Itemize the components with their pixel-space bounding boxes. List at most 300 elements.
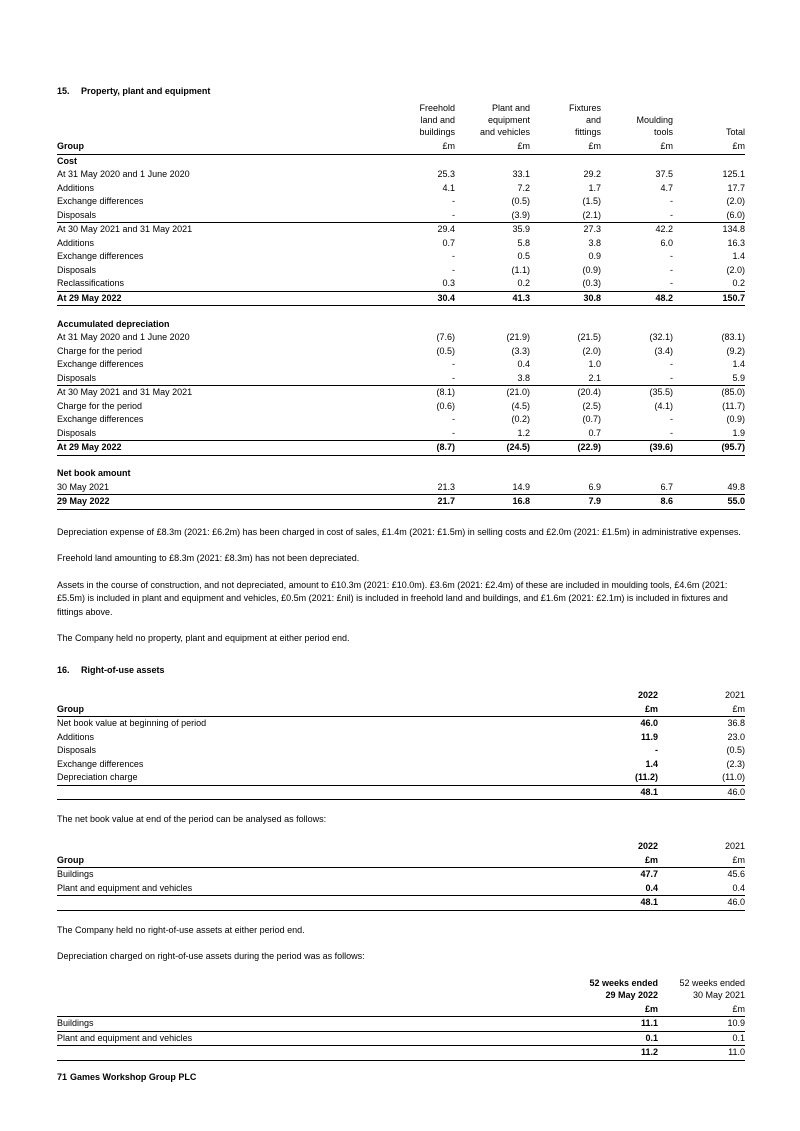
table-row <box>57 495 745 510</box>
row-label: Additions <box>57 237 95 248</box>
cell-value: - <box>452 196 455 206</box>
table-row <box>57 358 745 372</box>
cell-value: 0.3 <box>442 278 455 288</box>
row-label: 30 May 2021 <box>57 481 110 492</box>
spacer-cell <box>57 306 745 318</box>
para-company-ppe: The Company held no property, plant and equipment at either period end. <box>57 633 350 643</box>
cell-value: 29.2 <box>583 169 601 179</box>
table-row <box>57 195 745 209</box>
page-number: 71 <box>57 1072 68 1082</box>
cell-value: 0.4 <box>517 359 530 369</box>
cell-value: 1.7 <box>588 182 601 193</box>
row-label: Group <box>57 854 571 868</box>
column-header <box>571 977 658 1003</box>
column-header-line: Fixtures <box>568 103 601 113</box>
cell-value: 4.7 <box>660 182 673 193</box>
cell-value: - <box>655 745 658 755</box>
cell-value <box>601 318 673 332</box>
para-depreciation-intro: Depreciation charged on right-of-use assets during the period was as follows: <box>57 951 365 961</box>
cell-value: 30.8 <box>530 291 601 306</box>
cell-value: (1.1) <box>511 264 530 275</box>
cell-value <box>455 318 530 332</box>
unit-cell: £m <box>571 854 658 868</box>
cell-value: (85.0) <box>673 386 745 400</box>
row-label: At 31 May 2020 and 1 June 2020 <box>57 332 190 342</box>
cell-value: - <box>670 427 673 438</box>
table-row <box>57 882 745 896</box>
cell-value: 0.4 <box>571 882 658 896</box>
note16-title: Right-of-use assets <box>81 664 165 675</box>
cell-value: (7.6) <box>436 332 455 342</box>
table-row <box>57 318 745 332</box>
column-header-row <box>57 689 745 703</box>
cell-value: (32.1) <box>649 332 673 342</box>
table-row <box>57 868 745 882</box>
cell-value: 17.7 <box>727 182 745 193</box>
row-label: At 31 May 2020 and 1 June 2020 <box>57 169 190 179</box>
row-label: Accumulated depreciation <box>57 318 170 329</box>
table-row <box>57 1017 745 1032</box>
table-row <box>57 182 745 196</box>
table-row <box>57 413 745 427</box>
cell-value: 11.0 <box>658 1046 745 1061</box>
cell-value: 48.1 <box>571 896 658 911</box>
cell-value: 4.1 <box>442 182 455 193</box>
unit-cell: £m <box>601 140 673 154</box>
row-label: At 30 May 2021 and 31 May 2021 <box>57 223 380 237</box>
cell-value: (0.5) <box>511 196 530 206</box>
cell-value: (95.7) <box>673 441 745 456</box>
cell-value: 11.1 <box>571 1017 658 1032</box>
row-label: Buildings <box>57 1017 571 1032</box>
cell-value: - <box>452 209 455 220</box>
cell-value: - <box>452 427 455 438</box>
table-row <box>57 467 745 481</box>
column-header-line: 2022 <box>637 840 658 851</box>
unit-cell: £m <box>380 140 455 154</box>
cell-value: (21.9) <box>506 332 530 342</box>
cell-value: 46.0 <box>658 896 745 911</box>
cell-value: 21.7 <box>380 495 455 510</box>
cell-value: 25.3 <box>437 169 455 179</box>
row-label <box>57 896 571 911</box>
row-label: Exchange differences <box>57 359 144 369</box>
unit-cell: £m <box>530 140 601 154</box>
table-row <box>57 331 745 345</box>
row-label: Disposals <box>57 264 97 275</box>
table-row <box>57 291 745 306</box>
cell-value: 48.1 <box>571 785 658 800</box>
column-header-line: 52 weeks ended <box>589 977 658 988</box>
cell-value <box>380 467 455 481</box>
column-header-row <box>57 840 745 854</box>
unit-cell: £m <box>571 703 658 717</box>
cell-value: 0.7 <box>442 237 455 248</box>
cell-value: 36.8 <box>727 718 745 728</box>
row-label: Disposals <box>57 427 97 438</box>
cell-value: - <box>670 359 673 369</box>
cell-value: 125.1 <box>722 169 745 179</box>
table-row <box>57 250 745 264</box>
cell-value <box>530 467 601 481</box>
cell-value: 42.2 <box>601 223 673 237</box>
cell-value: 27.3 <box>530 223 601 237</box>
column-header-line: Plant and <box>491 103 530 113</box>
cell-value <box>673 318 745 332</box>
cell-value: (2.0) <box>582 345 601 356</box>
column-header <box>658 689 745 703</box>
cell-value: (0.9) <box>726 414 745 424</box>
row-label: Buildings <box>57 869 94 879</box>
rou-net-book-value-table <box>57 689 745 801</box>
table-row <box>57 771 745 785</box>
cell-value: 0.1 <box>571 1031 658 1046</box>
column-header-line: and <box>585 115 601 125</box>
table-row <box>57 386 745 400</box>
table-row <box>57 168 745 182</box>
note16-heading <box>57 664 745 677</box>
table-row <box>57 1046 745 1061</box>
cell-value: 7.2 <box>517 182 530 193</box>
cell-value: 35.9 <box>455 223 530 237</box>
cell-value: 0.2 <box>732 278 745 288</box>
row-label: Depreciation charge <box>57 771 571 785</box>
cell-value: (4.1) <box>654 400 673 411</box>
row-label: Exchange differences <box>57 196 144 206</box>
cell-value: 0.2 <box>517 278 530 288</box>
unit-cell: £m <box>658 854 745 868</box>
table-row <box>57 441 745 456</box>
ppe-table-grid <box>57 102 745 510</box>
page-content <box>57 85 745 1061</box>
cell-value: 7.9 <box>530 495 601 510</box>
cell-value: 1.4 <box>732 251 745 261</box>
cell-value: - <box>452 414 455 424</box>
table-row <box>57 264 745 278</box>
cell-value: (4.5) <box>511 400 530 411</box>
para-assets-construction: Assets in the course of construction, and not depreciated, amount to £10.3m (2021: £10.0m). £3.6m (2021: £2.4m) of these are included in moulding tools, £4.6m (2021: £5.5m) is included in plant and equipment and vehicles, £0.5m (2021: £nil) is included in freehold land and buildings, and £1.6m (2021: £2.1m) is included in fixtures and fittings above. <box>57 579 728 617</box>
cell-value: 1.9 <box>732 427 745 438</box>
row-label: Disposals <box>57 209 97 220</box>
row-label <box>57 1003 571 1017</box>
cell-value: 33.1 <box>512 169 530 179</box>
rou-depreciation-table-grid <box>57 977 745 1061</box>
cell-value: - <box>670 251 673 261</box>
cell-value: (39.6) <box>601 441 673 456</box>
cell-value: (2.3) <box>726 758 745 769</box>
column-header <box>601 102 673 140</box>
table-row <box>57 1031 745 1046</box>
cell-value: 46.0 <box>640 718 658 728</box>
note15-number: 15. <box>57 86 70 96</box>
cell-value: - <box>452 264 455 275</box>
cell-value <box>673 154 745 168</box>
cell-value: 0.4 <box>658 882 745 896</box>
table-row <box>57 717 745 731</box>
table-row <box>57 731 745 745</box>
cell-value: (20.4) <box>530 386 601 400</box>
column-header-spacer <box>57 840 571 854</box>
row-label: Additions <box>57 731 95 742</box>
row-label <box>57 1046 571 1061</box>
cell-value: 5.9 <box>732 372 745 383</box>
cell-value: (0.6) <box>436 400 455 411</box>
cell-value: 21.3 <box>437 481 455 492</box>
cell-value: 55.0 <box>673 495 745 510</box>
note15-title: Property, plant and equipment <box>81 86 211 96</box>
cell-value: 3.8 <box>588 237 601 248</box>
unit-header-row <box>57 1003 745 1017</box>
cell-value <box>455 467 530 481</box>
cell-value: (2.1) <box>582 209 601 220</box>
cell-value: (21.5) <box>577 332 601 342</box>
ppe-table <box>57 102 745 510</box>
cell-value: 1.2 <box>517 427 530 438</box>
column-header-row <box>57 102 745 140</box>
cell-value: - <box>670 372 673 383</box>
spacer-row <box>57 306 745 318</box>
cell-value: 150.7 <box>673 291 745 306</box>
column-header-line: and vehicles <box>479 127 530 137</box>
page-footer <box>57 1071 199 1084</box>
table-row <box>57 896 745 911</box>
column-header-line: tools <box>653 127 673 137</box>
note16-number: 16. <box>57 664 70 675</box>
cell-value: 29.4 <box>380 223 455 237</box>
column-header <box>380 102 455 140</box>
para-freehold-land: Freehold land amounting to £8.3m (2021: £8.3m) has not been depreciated. <box>57 553 360 563</box>
cell-value: 47.7 <box>640 869 658 879</box>
unit-header-row <box>57 854 745 868</box>
table-row <box>57 209 745 223</box>
cell-value: - <box>452 251 455 261</box>
cell-value: 11.9 <box>640 731 658 742</box>
cell-value: 0.5 <box>517 251 530 261</box>
unit-cell: £m <box>673 140 745 154</box>
table-row <box>57 400 745 414</box>
column-header-spacer <box>57 689 571 703</box>
column-header <box>455 102 530 140</box>
row-label: Cost <box>57 155 77 166</box>
cell-value: 30.4 <box>380 291 455 306</box>
cell-value: 10.9 <box>658 1017 745 1032</box>
row-label: Group <box>57 703 571 717</box>
table-row <box>57 372 745 386</box>
cell-value: 2.1 <box>588 372 601 383</box>
cell-value: 41.3 <box>455 291 530 306</box>
cell-value: 45.6 <box>727 869 745 879</box>
para-company-rou: The Company held no right-of-use assets at either period end. <box>57 924 305 935</box>
column-header-line: 2021 <box>724 689 745 700</box>
cell-value: (35.5) <box>601 386 673 400</box>
cell-value: (9.2) <box>726 345 745 356</box>
cell-value <box>380 318 455 332</box>
table-row <box>57 223 745 237</box>
rou-net-book-value-table-grid <box>57 689 745 801</box>
cell-value: 6.9 <box>588 481 601 492</box>
cell-value: (2.0) <box>726 196 745 206</box>
row-label: At 30 May 2021 and 31 May 2021 <box>57 386 380 400</box>
cell-value: - <box>452 359 455 369</box>
cell-value <box>530 318 601 332</box>
table-row <box>57 237 745 251</box>
row-label: Charge for the period <box>57 345 143 356</box>
unit-cell: £m <box>455 140 530 154</box>
cell-value: 3.8 <box>517 372 530 383</box>
table-row <box>57 277 745 291</box>
unit-cell: £m <box>658 1003 745 1017</box>
rou-depreciation-table <box>57 977 745 1061</box>
cell-value: - <box>670 196 673 206</box>
column-header-line: 30 May 2021 <box>692 989 745 1000</box>
column-header <box>530 102 601 140</box>
cell-value: 0.1 <box>658 1031 745 1046</box>
spacer-cell <box>57 455 745 467</box>
para-nbv-analysis: The net book value at end of the period can be analysed as follows: <box>57 814 327 824</box>
cell-value: 6.7 <box>660 481 673 492</box>
note15-heading <box>57 85 745 98</box>
row-label: Plant and equipment and vehicles <box>57 1031 571 1046</box>
table-row <box>57 481 745 495</box>
column-header <box>673 102 745 140</box>
row-label: At 29 May 2022 <box>57 441 380 456</box>
row-label: At 29 May 2022 <box>57 291 380 306</box>
row-label: Reclassifications <box>57 278 125 288</box>
unit-cell: £m <box>571 1003 658 1017</box>
cell-value <box>455 154 530 168</box>
table-row <box>57 154 745 168</box>
column-header-line: 29 May 2022 <box>605 989 658 1000</box>
row-label: Charge for the period <box>57 400 143 411</box>
column-header-line: fittings <box>574 127 601 137</box>
cell-value: 5.8 <box>517 237 530 248</box>
rou-analysis-table-grid <box>57 840 745 911</box>
table-row <box>57 744 745 758</box>
cell-value: (3.9) <box>511 209 530 220</box>
cell-value: 1.4 <box>645 758 658 769</box>
column-header-line: land and <box>420 115 455 125</box>
cell-value <box>530 154 601 168</box>
cell-value: (0.5) <box>436 345 455 356</box>
cell-value: 46.0 <box>658 785 745 800</box>
cell-value: (8.1) <box>380 386 455 400</box>
column-header-row <box>57 977 745 1003</box>
row-label <box>57 785 571 800</box>
cell-value: 49.8 <box>727 481 745 492</box>
column-header-line: Moulding <box>636 115 673 125</box>
cell-value: (11.0) <box>658 771 745 785</box>
cell-value: - <box>670 264 673 275</box>
cell-value: (0.5) <box>726 745 745 755</box>
row-label: Plant and equipment and vehicles <box>57 882 571 896</box>
row-label: Net book amount <box>57 468 131 478</box>
cell-value: 0.7 <box>588 427 601 438</box>
column-header-line: 2021 <box>724 840 745 851</box>
cell-value: 134.8 <box>673 223 745 237</box>
cell-value: (2.0) <box>726 264 745 275</box>
row-label: Net book value at beginning of period <box>57 718 207 728</box>
cell-value: 0.9 <box>588 251 601 261</box>
table-row <box>57 758 745 772</box>
cell-value: (83.1) <box>721 332 745 342</box>
rou-analysis-table <box>57 840 745 911</box>
cell-value: - <box>452 372 455 383</box>
cell-value: (21.0) <box>455 386 530 400</box>
cell-value: - <box>670 209 673 220</box>
cell-value: (0.9) <box>582 264 601 275</box>
table-row <box>57 427 745 441</box>
cell-value: (3.3) <box>511 345 530 356</box>
cell-value <box>380 154 455 168</box>
cell-value: (2.5) <box>582 400 601 411</box>
cell-value: 16.3 <box>727 237 745 248</box>
cell-value: (0.2) <box>511 414 530 424</box>
row-label: Disposals <box>57 745 97 755</box>
unit-cell: £m <box>658 703 745 717</box>
spacer-row <box>57 455 745 467</box>
column-header-spacer <box>57 102 380 140</box>
row-label: Exchange differences <box>57 251 144 261</box>
cell-value: (24.5) <box>455 441 530 456</box>
cell-value: 6.0 <box>660 237 673 248</box>
column-header-line: 52 weeks ended <box>679 977 745 988</box>
column-header <box>571 840 658 854</box>
column-header-line: Total <box>725 127 745 137</box>
cell-value: (3.4) <box>654 345 673 356</box>
row-label: Additions <box>57 182 95 193</box>
cell-value: 16.8 <box>455 495 530 510</box>
column-header <box>658 840 745 854</box>
cell-value: (1.5) <box>582 196 601 206</box>
company-name: Games Workshop Group PLC <box>70 1072 197 1082</box>
row-label: 29 May 2022 <box>57 495 380 510</box>
column-header-spacer <box>57 977 571 1003</box>
unit-header-row <box>57 703 745 717</box>
para-depreciation-expense: Depreciation expense of £8.3m (2021: £6.2m) has been charged in cost of sales, £1.4m (2021: £1.5m) in selling costs and £2.0m (2021: £1.5m) in administrative expenses. <box>57 526 741 537</box>
cell-value: 8.6 <box>601 495 673 510</box>
column-header <box>571 689 658 703</box>
cell-value: (0.7) <box>582 414 601 424</box>
cell-value: - <box>670 278 673 288</box>
cell-value: 14.9 <box>512 481 530 492</box>
cell-value <box>601 154 673 168</box>
cell-value: (0.3) <box>582 278 601 288</box>
cell-value: (6.0) <box>726 209 745 220</box>
column-header-line: Freehold <box>419 103 455 113</box>
cell-value <box>601 467 673 481</box>
cell-value: (22.9) <box>530 441 601 456</box>
cell-value: 37.5 <box>655 169 673 179</box>
cell-value: 11.2 <box>571 1046 658 1061</box>
row-label: Exchange differences <box>57 758 144 769</box>
cell-value <box>673 467 745 481</box>
column-header-line: buildings <box>419 127 455 137</box>
cell-value: (11.2) <box>571 771 658 785</box>
table-row <box>57 345 745 359</box>
column-header <box>658 977 745 1003</box>
cell-value: 48.2 <box>601 291 673 306</box>
cell-value: (11.7) <box>722 400 745 411</box>
column-header-line: 2022 <box>637 689 658 700</box>
cell-value: 1.4 <box>732 359 745 369</box>
cell-value: - <box>670 414 673 424</box>
cell-value: 1.0 <box>588 359 601 369</box>
table-row <box>57 785 745 800</box>
unit-header-row <box>57 140 745 154</box>
row-label: Group <box>57 140 380 154</box>
cell-value: (8.7) <box>380 441 455 456</box>
column-header-line: equipment <box>487 115 530 125</box>
